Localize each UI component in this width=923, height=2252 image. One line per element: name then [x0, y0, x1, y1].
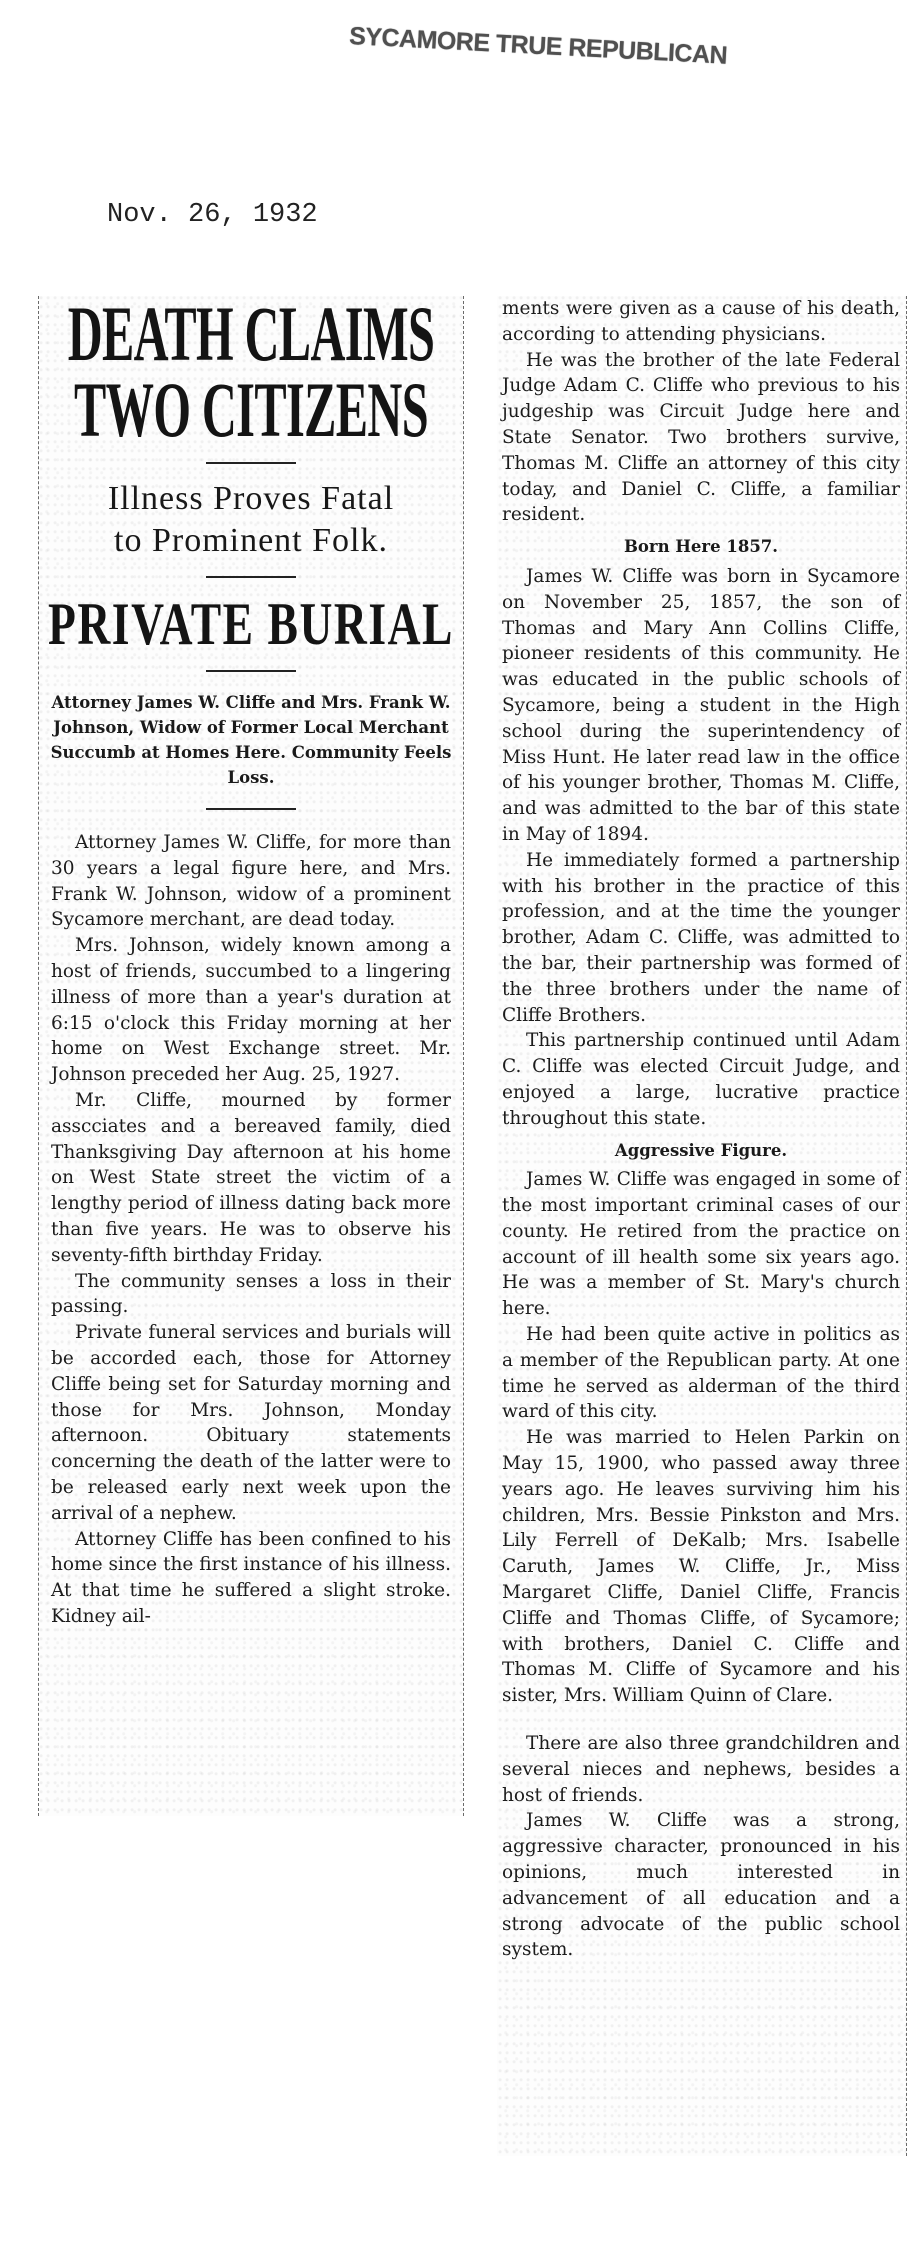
body-paragraph: This partnership continued until Adam C. Cliffe was elected Circuit Judge, and enjoyed a large, lucrative practice throughout this state.: [502, 1030, 900, 1129]
clipping-gap: [502, 1709, 900, 1731]
article-column-left: [38, 290, 464, 1816]
left-column-body: [39, 824, 463, 1630]
right-column-body: [498, 296, 906, 1963]
subheadline-line-1: Illness Proves Fatal: [107, 480, 395, 517]
article-deck: Attorney James W. Cliffe and Mrs. Frank W. Johnson, Widow of Former Local Merchant Succumb at Homes Here. Community Feels Loss.: [50, 693, 452, 787]
newspaper-name-stamp: SYCAMORE TRUE REPUBLICAN: [348, 22, 728, 70]
headline-line-1: DEATH CLAIMS: [67, 290, 435, 377]
body-paragraph: James W. Cliffe was a strong, aggressive character, pronounced in his opinions, much interested in advancement of all education and a strong advocate of the public school system.: [502, 1810, 900, 1961]
body-paragraph: Attorney James W. Cliffe, for more than 30 years a legal figure here, and Mrs. Frank W. Johnson, widow of a prominent Sycamore merchant, are dead today.: [51, 832, 451, 931]
body-paragraph: The community senses a loss in their passing.: [51, 1270, 451, 1318]
clipping-date: Nov. 26, 1932: [107, 200, 318, 230]
deck-divider: [206, 808, 296, 810]
body-paragraph: Mr. Cliffe, mourned by former asscciates and a bereaved family, died Thanksgiving Day afternoon at his home on West State street the victim of a lengthy period of illness dating back more than five years. He was to observe his seventy-fifth birthday Friday.: [51, 1089, 451, 1266]
body-paragraph: He was married to Helen Parkin on May 15, 1900, who passed away three years ago. He leaves surviving him his children, Mrs. Bessie Pinkston and Mrs. Lily Ferrell of DeKalb; Mrs. Isabelle Caruth, James W. Cliffe, Jr., Miss Margaret Cliffe, Daniel Cliffe, Francis Cliffe and Thomas Cliffe, of Sycamore; with brothers, Daniel C. Cliffe and Thomas M. Cliffe of Sycamore and his sister, Mrs. William Quinn of Clare.: [502, 1427, 900, 1707]
body-paragraph: Attorney Cliffe has been confined to his home since the first instance of his illness. At that time he suffered a slight stroke. Kidney ail-: [51, 1528, 451, 1627]
subhead-aggressive-figure: Aggressive Figure.: [614, 1140, 788, 1160]
headline-line-2: TWO CITIZENS: [73, 366, 429, 453]
article-column-right: [497, 296, 907, 2156]
headline-divider: [206, 462, 296, 464]
body-paragraph: Private funeral services and burials will be accorded each, those for Attorney Cliffe being set for Saturday morning and those for Mrs. Johnson, Monday afternoon. Obituary statements concerning the death of the latter were to be released early next week upon the arrival of a nephew.: [51, 1322, 451, 1524]
body-paragraph: There are also three grandchildren and several nieces and nephews, besides a host of friends.: [502, 1733, 900, 1806]
body-paragraph: James W. Cliffe was engaged in some of the most important criminal cases of our county. He retired from the practice on account of ill health some six years ago. He was a member of St. Mary's church here.: [502, 1169, 900, 1320]
body-paragraph: James W. Cliffe was born in Sycamore on November 25, 1857, the son of Thomas and Mary Ann Collins Cliffe, pioneer residents of this community. He was educated in the public schools of Sycamore, being a student in the High school during the superintendency of Miss Hunt. He later read law in the office of his younger brother, Thomas M. Cliffe, and was admitted to the bar of this state in May of 1894.: [502, 565, 900, 845]
subhead-born-here: Born Here 1857.: [623, 537, 779, 557]
body-paragraph: He immediately formed a partnership with his brother in the practice of this profession, and at the time the younger brother, Adam C. Cliffe, was admitted to the bar, their partnership was formed of the three brothers under the name of Cliffe Brothers.: [502, 849, 900, 1026]
body-paragraph-continued: ments were given as a cause of his death, according to attending physicians.: [502, 298, 900, 345]
body-paragraph: He was the brother of the late Federal Judge Adam C. Cliffe who previous to his judgeship was Circuit Judge here and State Senator. Two brothers survive, Thomas M. Cliffe an attorney of this city today, and Daniel C. Cliffe, a familiar resident.: [502, 349, 900, 526]
subheadline-line-2: to Prominent Folk.: [114, 522, 388, 559]
body-paragraph: He had been quite active in politics as a member of the Republican party. At one time he served as alderman of the third ward of this city.: [502, 1324, 900, 1423]
banner-divider: [206, 670, 296, 672]
body-paragraph: Mrs. Johnson, widely known among a host of friends, succumbed to a lingering illness of more than a year's duration at 6:15 o'clock this Friday morning at her home on West Exchange street. Mr. Johnson preceded her Aug. 25, 1927.: [51, 935, 451, 1086]
subheadline-divider: [206, 576, 296, 578]
banner-headline: PRIVATE BURIAL: [47, 591, 455, 657]
